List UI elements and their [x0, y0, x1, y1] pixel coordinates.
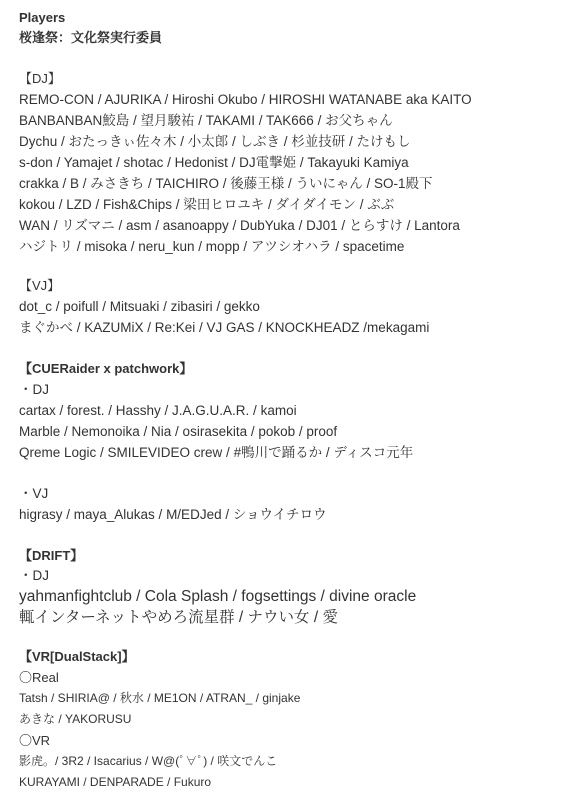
vr-real-line: あきな / YAKORUSU [19, 712, 132, 726]
drift-section [19, 545, 559, 628]
vr-section-title: 【VR[DualStack]】 [19, 649, 135, 664]
vr-vr-line: 影虎。/ 3R2 / Isacarius / W@(ﾟ∀ﾟ) / 咲文でんこ [19, 754, 278, 768]
vr-section [19, 646, 559, 793]
players-page [19, 0, 559, 793]
vr-real-line: Tatsh / SHIRIA@ / 秋水 / ME1ON / ATRAN_ / ginjake [19, 691, 301, 705]
drift-dj-label: ・DJ [19, 568, 49, 583]
vr-vr-line: KURAYAMI / DENPARADE / Fukuro [19, 775, 212, 789]
drift-section-title: 【DRIFT】 [19, 548, 84, 563]
dj-line: Dychu / おたっきぃ佐々木 / 小太郎 / しぶき / 杉並技研 / たけもし [19, 134, 411, 149]
vj-section-title: 【VJ】 [19, 278, 61, 293]
vj-section [19, 275, 559, 338]
cueraider-section-title: 【CUERaider x patchwork】 [19, 361, 193, 376]
page-title: Players [19, 10, 66, 25]
page-subtitle: 桜逢祭：文化祭実行委員 [19, 30, 163, 45]
vr-real-label: 〇Real [19, 670, 59, 685]
dj-section [19, 68, 559, 257]
dj-line: kokou / LZD / Fish&Chips / 梁田ヒロユキ / ダイダイモン / ぶぶ [19, 197, 395, 212]
vj-line: まぐかべ / KAZUMiX / Re:Kei / VJ GAS / KNOCKHEADZ /mekagami [19, 320, 430, 335]
vj-line: dot_c / poifull / Mitsuaki / zibasiri / gekko [19, 299, 260, 314]
dj-line: REMO-CON / AJURIKA / Hiroshi Okubo / HIROSHI WATANABE aka KAITO [19, 92, 472, 107]
vr-vr-label: 〇VR [19, 733, 51, 748]
dj-line: WAN / リズマニ / asm / asanoappy / DubYuka / DJ01 / とらすけ / Lantora [19, 218, 460, 233]
drift-line: yahmanfightclub / Cola Splash / fogsettings / divine oracle [19, 588, 417, 605]
dj-line: ハジトリ / misoka / neru_kun / mopp / アツシオハラ / spacetime [19, 239, 405, 254]
cueraider-dj-line: cartax / forest. / Hasshy / J.A.G.U.A.R. / kamoi [19, 403, 297, 418]
dj-line: BANBANBAN鮫島 / 望月駿祐 / TAKAMI / TAK666 / お父ちゃん [19, 113, 393, 128]
cueraider-vj-line: higrasy / maya_Alukas / M/EDJed / ショウイチロウ [19, 507, 327, 522]
drift-line: 輒インターネットやめろ流星群 / ナウい女 / 愛 [19, 609, 338, 626]
dj-line: s-don / Yamajet / shotac / Hedonist / DJ電撃姫 / Takayuki Kamiya [19, 155, 409, 170]
cueraider-dj-label: ・DJ [19, 382, 49, 397]
dj-line: crakka / B / みさきち / TAICHIRO / 後藤王様 / ういにゃん / SO-1殿下 [19, 176, 433, 191]
dj-section-title: 【DJ】 [19, 71, 61, 86]
cueraider-dj-line: Qreme Logic / SMILEVIDEO crew / #鴨川で踊るか / ディスコ元年 [19, 445, 414, 460]
cueraider-dj-line: Marble / Nemonoika / Nia / osirasekita / pokob / proof [19, 424, 338, 439]
cueraider-vj-label: ・VJ [19, 486, 49, 501]
cueraider-section [19, 358, 559, 525]
